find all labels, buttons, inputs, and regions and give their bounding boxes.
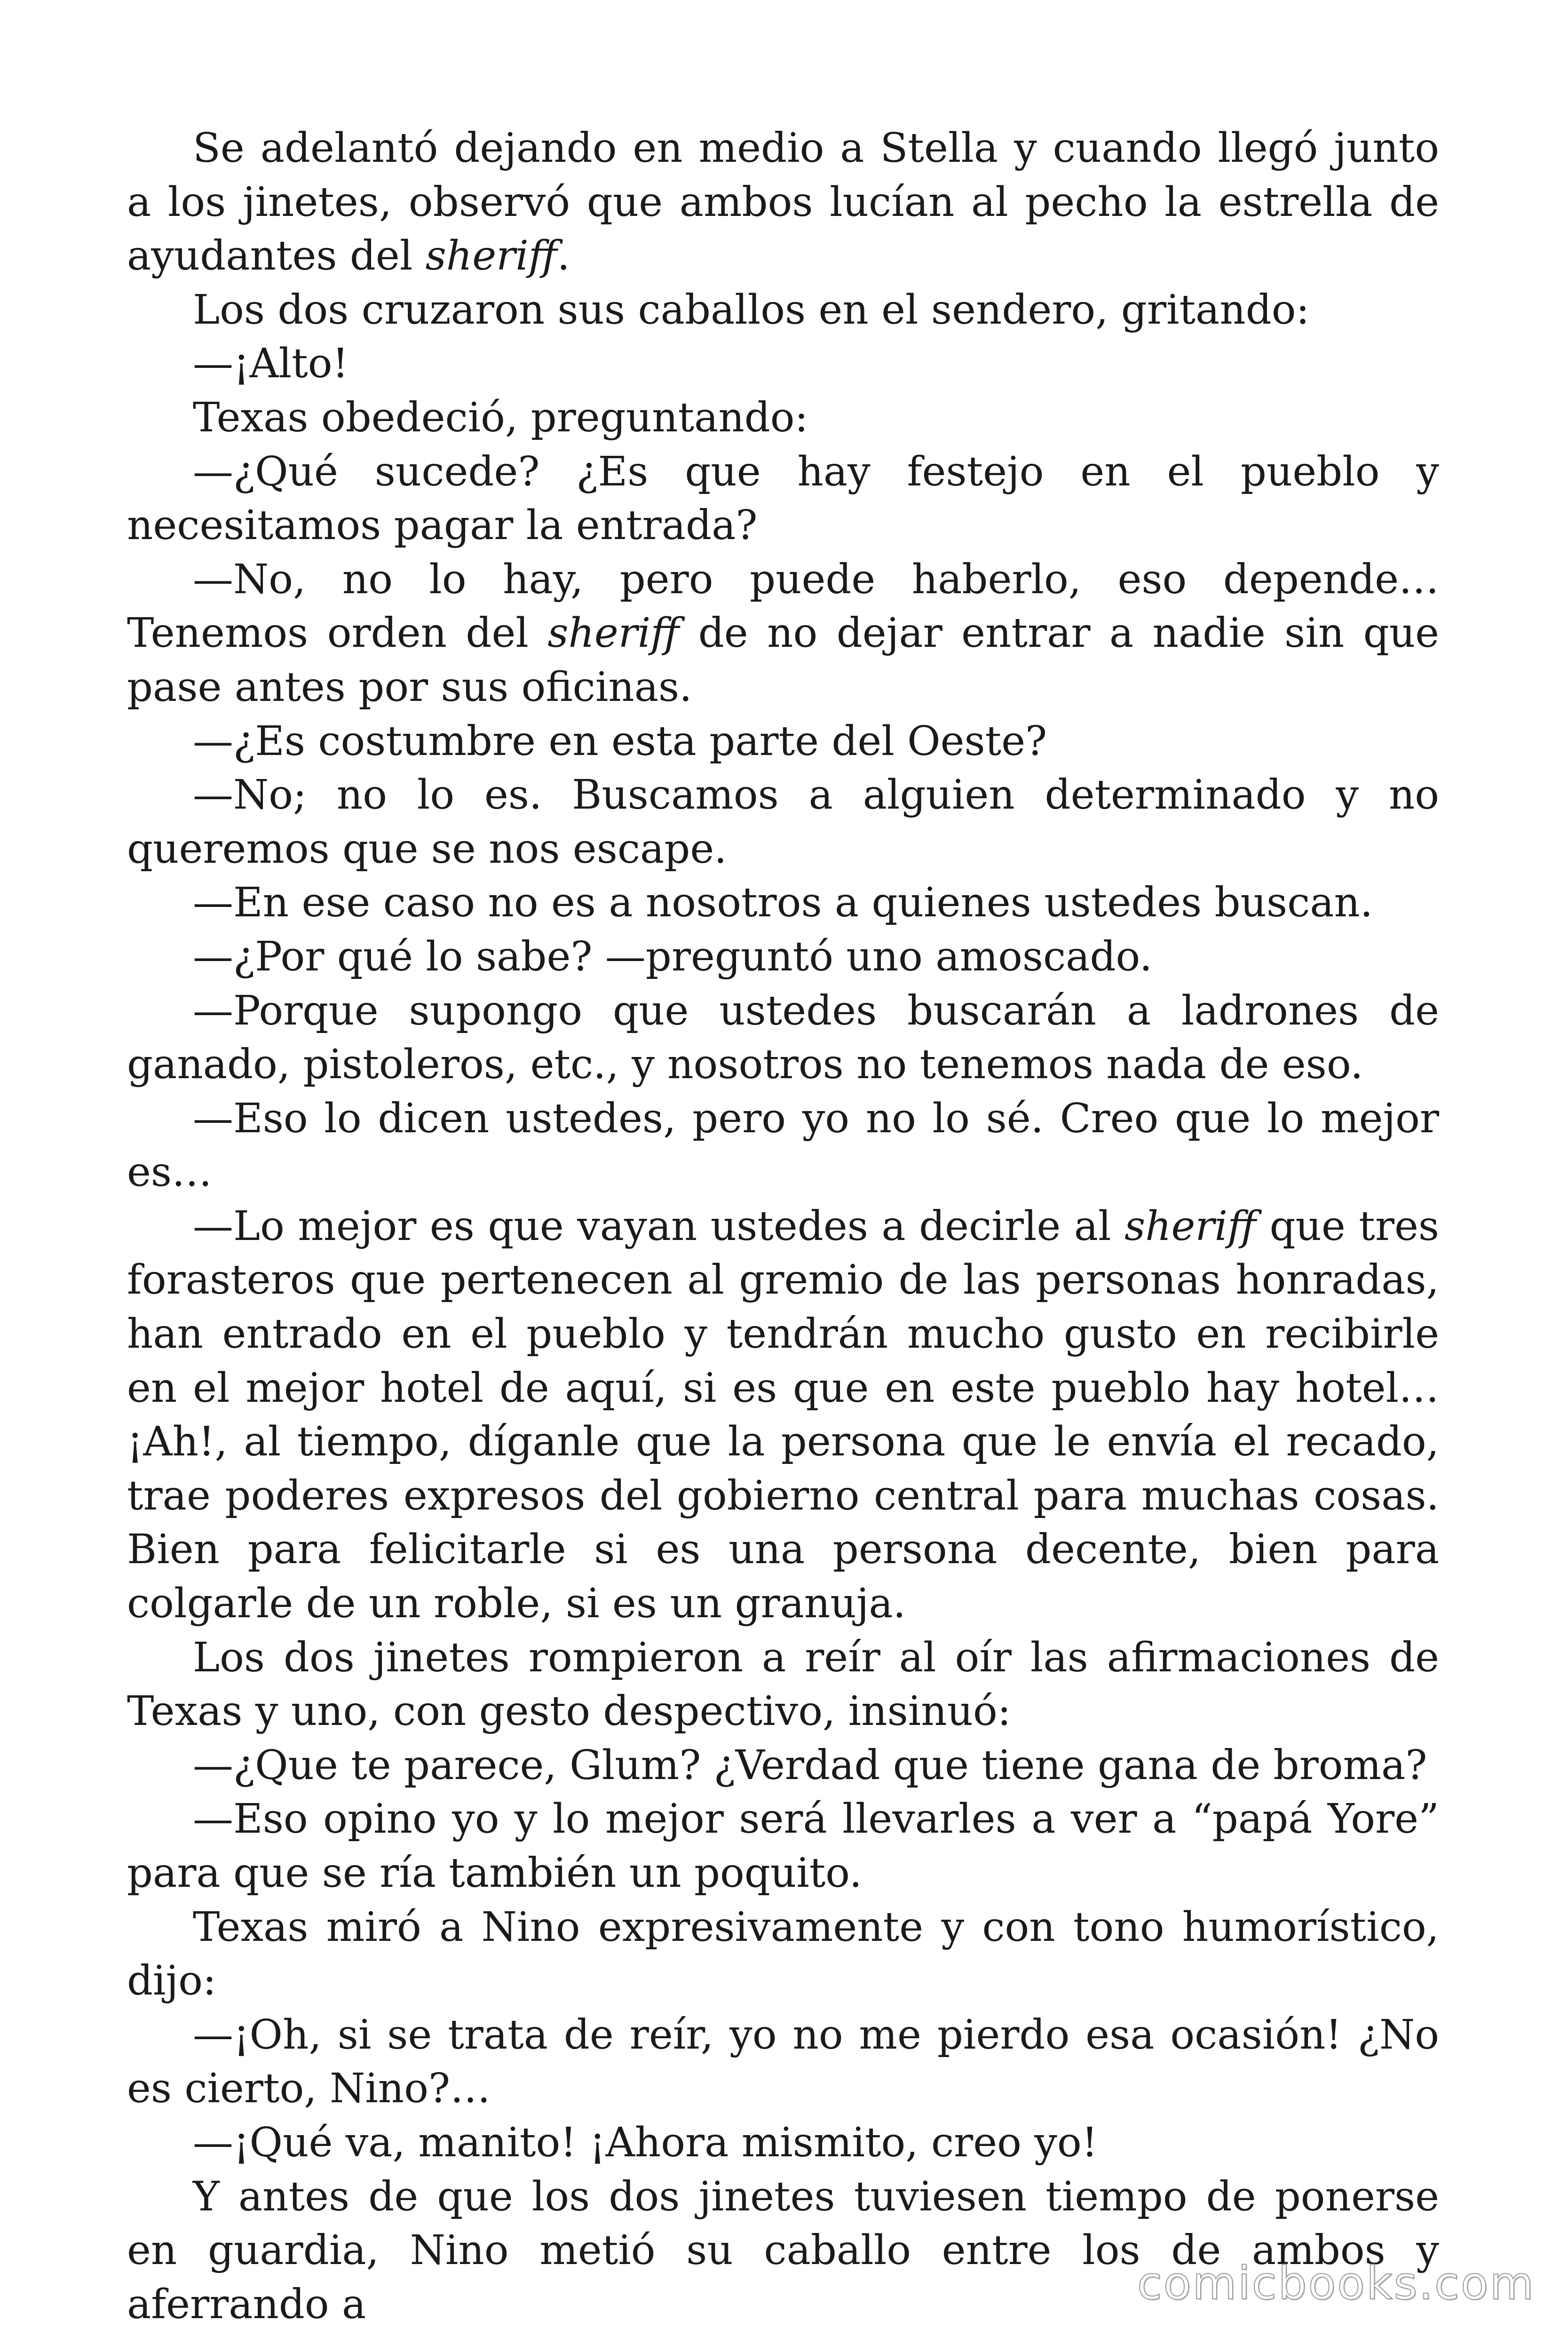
paragraph-text: —¿Qué sucede? ¿Es que hay festejo en el pueblo y necesitamos pagar la entrada? bbox=[127, 448, 1439, 549]
paragraph bbox=[127, 121, 1439, 283]
paragraph-text: —¡Qué va, manito! ¡Ahora mismito, creo yo! bbox=[193, 2119, 1098, 2166]
paragraph-text: —No, no lo hay, pero puede haberlo, eso depende… Tenemos orden del bbox=[127, 556, 1439, 657]
italic-text: sheriff bbox=[1125, 1202, 1256, 1250]
paragraph-text: . bbox=[557, 232, 570, 280]
paragraph-text: Los dos jinetes rompieron a reír al oír las afirmaciones de Texas y uno, con gesto despectivo, insinuó: bbox=[127, 1634, 1439, 1735]
paragraph-text: —Porque supongo que ustedes buscarán a ladrones de ganado, pistoleros, etc., y nosotros no tenemos nada de eso. bbox=[127, 987, 1439, 1089]
paragraph bbox=[127, 876, 1439, 930]
paragraph bbox=[127, 283, 1439, 337]
paragraph bbox=[127, 1739, 1439, 1793]
paragraph bbox=[127, 2116, 1439, 2170]
paragraph-text: Texas miró a Nino expresivamente y con tono humorístico, dijo: bbox=[127, 1903, 1439, 2005]
paragraph bbox=[127, 445, 1439, 553]
paragraph bbox=[127, 984, 1439, 1092]
paragraph bbox=[127, 1631, 1439, 1739]
paragraph bbox=[127, 337, 1439, 391]
paragraph bbox=[127, 391, 1439, 445]
book-page-text bbox=[127, 121, 1439, 2331]
paragraph-text: —No; no lo es. Buscamos a alguien determinado y no queremos que se nos escape. bbox=[127, 771, 1439, 873]
paragraph bbox=[127, 930, 1439, 984]
paragraph bbox=[127, 1200, 1439, 1631]
paragraph-text: Texas obedeció, preguntando: bbox=[193, 394, 808, 441]
paragraph-text: —Eso lo dicen ustedes, pero yo no lo sé. Creo que lo mejor es… bbox=[127, 1095, 1439, 1196]
paragraph-text: —Lo mejor es que vayan ustedes a decirle al bbox=[193, 1202, 1125, 1250]
paragraph bbox=[127, 1792, 1439, 1900]
paragraph-text: —¡Alto! bbox=[193, 340, 349, 388]
paragraph bbox=[127, 768, 1439, 876]
paragraph bbox=[127, 715, 1439, 769]
italic-text: sheriff bbox=[547, 610, 680, 657]
paragraph-text: —¡Oh, si se trata de reír, yo no me pierdo esa ocasión! ¿No es cierto, Nino?… bbox=[127, 2011, 1439, 2113]
paragraph-text: Y antes de que los dos jinetes tuviesen tiempo de ponerse en guardia, Nino metió su caballo entre los de ambos y aferrando a bbox=[127, 2173, 1439, 2328]
paragraph bbox=[127, 553, 1439, 715]
paragraph-text: —¿Que te parece, Glum? ¿Verdad que tiene gana de broma? bbox=[193, 1741, 1427, 1789]
paragraph bbox=[127, 2008, 1439, 2116]
paragraph-text: de no dejar entrar a nadie sin que pase antes por sus oficinas. bbox=[127, 610, 1439, 711]
paragraph-text: —¿Es costumbre en esta parte del Oeste? bbox=[193, 717, 1047, 765]
paragraph bbox=[127, 1092, 1439, 1200]
paragraph-text: —¿Por qué lo sabe? —preguntó uno amoscado. bbox=[193, 933, 1153, 980]
watermark-text: comicbooks.com bbox=[1137, 2257, 1535, 2310]
paragraph-text: —En ese caso no es a nosotros a quienes ustedes buscan. bbox=[193, 879, 1373, 927]
paragraph-text: Los dos cruzaron sus caballos en el sendero, gritando: bbox=[193, 286, 1310, 334]
italic-text: sheriff bbox=[425, 232, 557, 280]
paragraph-text: Se adelantó dejando en medio a Stella y cuando llegó junto a los jinetes, observó que ambos lucían al pecho la estrella de ayudantes del bbox=[127, 125, 1439, 280]
paragraph bbox=[127, 1900, 1439, 2008]
paragraph-text: —Eso opino yo y lo mejor será llevarles a ver a “papá Yore” para que se ría también un poquito. bbox=[127, 1796, 1439, 1897]
paragraph-text: que tres forasteros que pertenecen al gremio de las personas honradas, han entrado en el pueblo y tendrán mucho gusto en recibirle en el mejor hotel de aquí, si es que en este pueblo hay hotel… ¡Ah!, al tiempo, díganle que la persona que le envía el recado, trae poderes expresos del gobierno central para muchas cosas. Bien para felicitarle si es una persona decente, bien para colgarle de un roble, si es un granuja. bbox=[127, 1202, 1440, 1628]
